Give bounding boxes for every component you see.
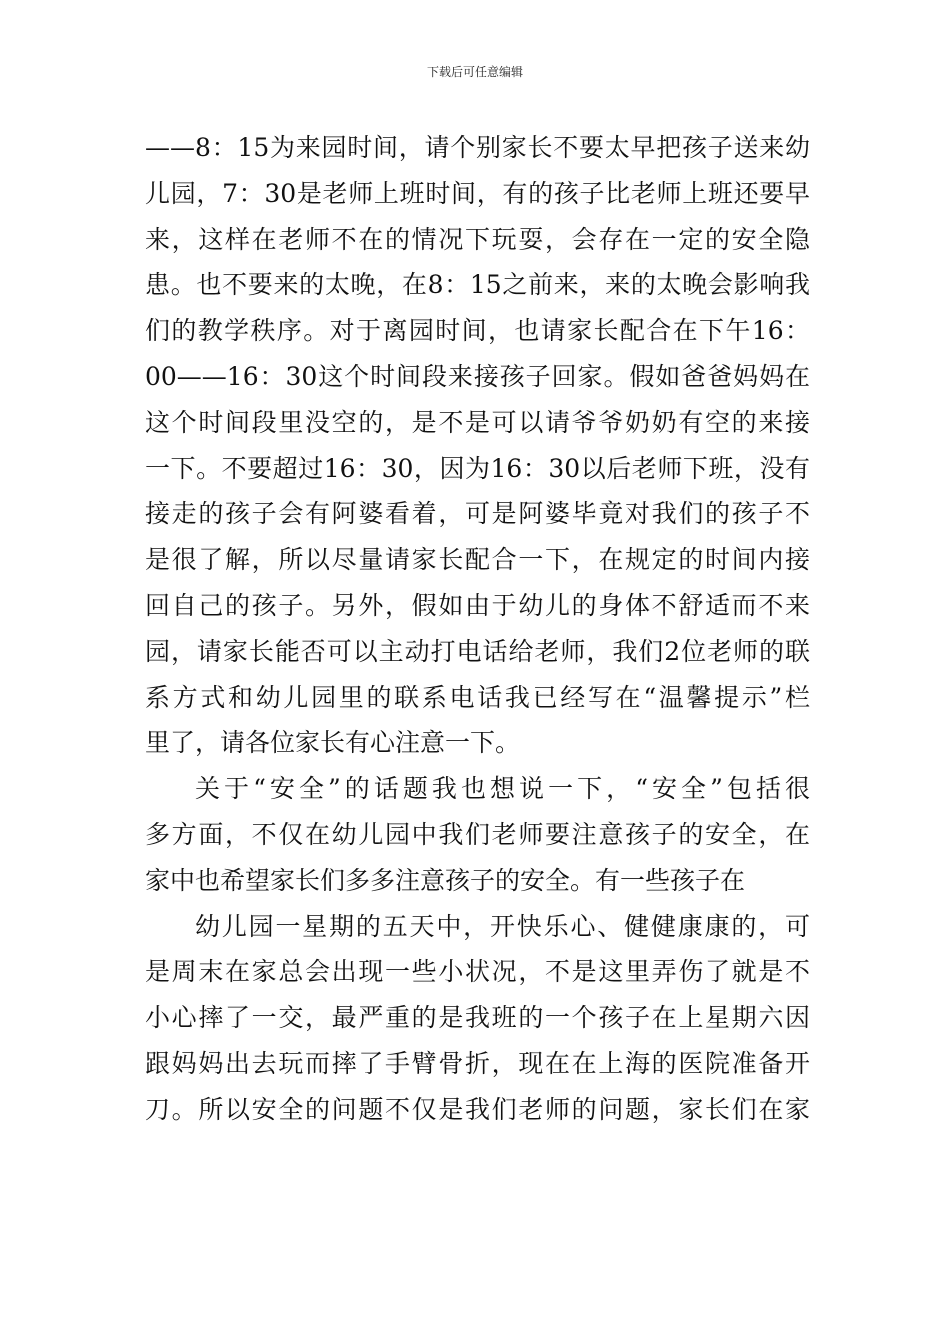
page-header: 下载后可任意编辑	[426, 65, 523, 79]
text-line: 家中也希望家长们多多注意孩子的安全。有一些孩子在	[145, 865, 746, 895]
text-line: 小心摔了一交，最严重的是我班的一个孩子在上星期六因	[145, 1003, 810, 1033]
text-line: 跟妈妈出去玩而摔了手臂骨折，现在在上海的医院准备开	[145, 1048, 810, 1078]
text-line: 儿园，7：30是老师上班时间，有的孩子比老师上班还要早	[145, 178, 810, 208]
text-line: 系方式和幼儿园里的联系电话我已经写在“温馨提示”栏	[145, 682, 810, 712]
text-line: 来，这样在老师不在的情况下玩耍，会存在一定的安全隐	[145, 224, 810, 254]
text-line: 幼儿园一星期的五天中，开快乐心、健健康康的，可	[195, 911, 810, 941]
text-line: 一下。不要超过16：30，因为16：30以后老师下班，没有	[145, 453, 810, 483]
text-line: ——8：15为来园时间，请个别家长不要太早把孩子送来幼	[145, 133, 810, 162]
text-line: 是周末在家总会出现一些小状况，不是这里弄伤了就是不	[145, 957, 810, 987]
text-line: 刀。所以安全的问题不仅是我们老师的问题，家长们在家	[145, 1094, 810, 1124]
text-line: 里了，请各位家长有心注意一下。	[145, 728, 521, 758]
text-line: 00——16：30这个时间段来接孩子回家。假如爸爸妈妈在	[145, 361, 810, 391]
text-line: 关于“安全”的话题我也想说一下，“安全”包括很	[195, 774, 810, 804]
text-line: 患。也不要来的太晚，在8：15之前来，来的太晚会影响我	[145, 270, 810, 300]
text-line: 回自己的孩子。另外，假如由于幼儿的身体不舒适而不来	[145, 590, 810, 620]
text-line: 多方面，不仅在幼儿园中我们老师要注意孩子的安全，在	[145, 819, 810, 849]
paragraph-3	[145, 904, 810, 1133]
text-line: 这个时间段里没空的，是不是可以请爷爷奶奶有空的来接	[145, 407, 810, 437]
text-line: 们的教学秩序。对于离园时间，也请家长配合在下午16：	[145, 316, 810, 346]
document-body	[145, 125, 810, 1133]
text-line: 接走的孩子会有阿婆看着，可是阿婆毕竟对我们的孩子不	[145, 499, 810, 529]
paragraph-1	[145, 125, 810, 766]
paragraph-2	[145, 766, 810, 903]
text-line: 园，请家长能否可以主动打电话给老师，我们2位老师的联	[145, 636, 810, 666]
text-line: 是很了解，所以尽量请家长配合一下，在规定的时间内接	[145, 545, 810, 575]
